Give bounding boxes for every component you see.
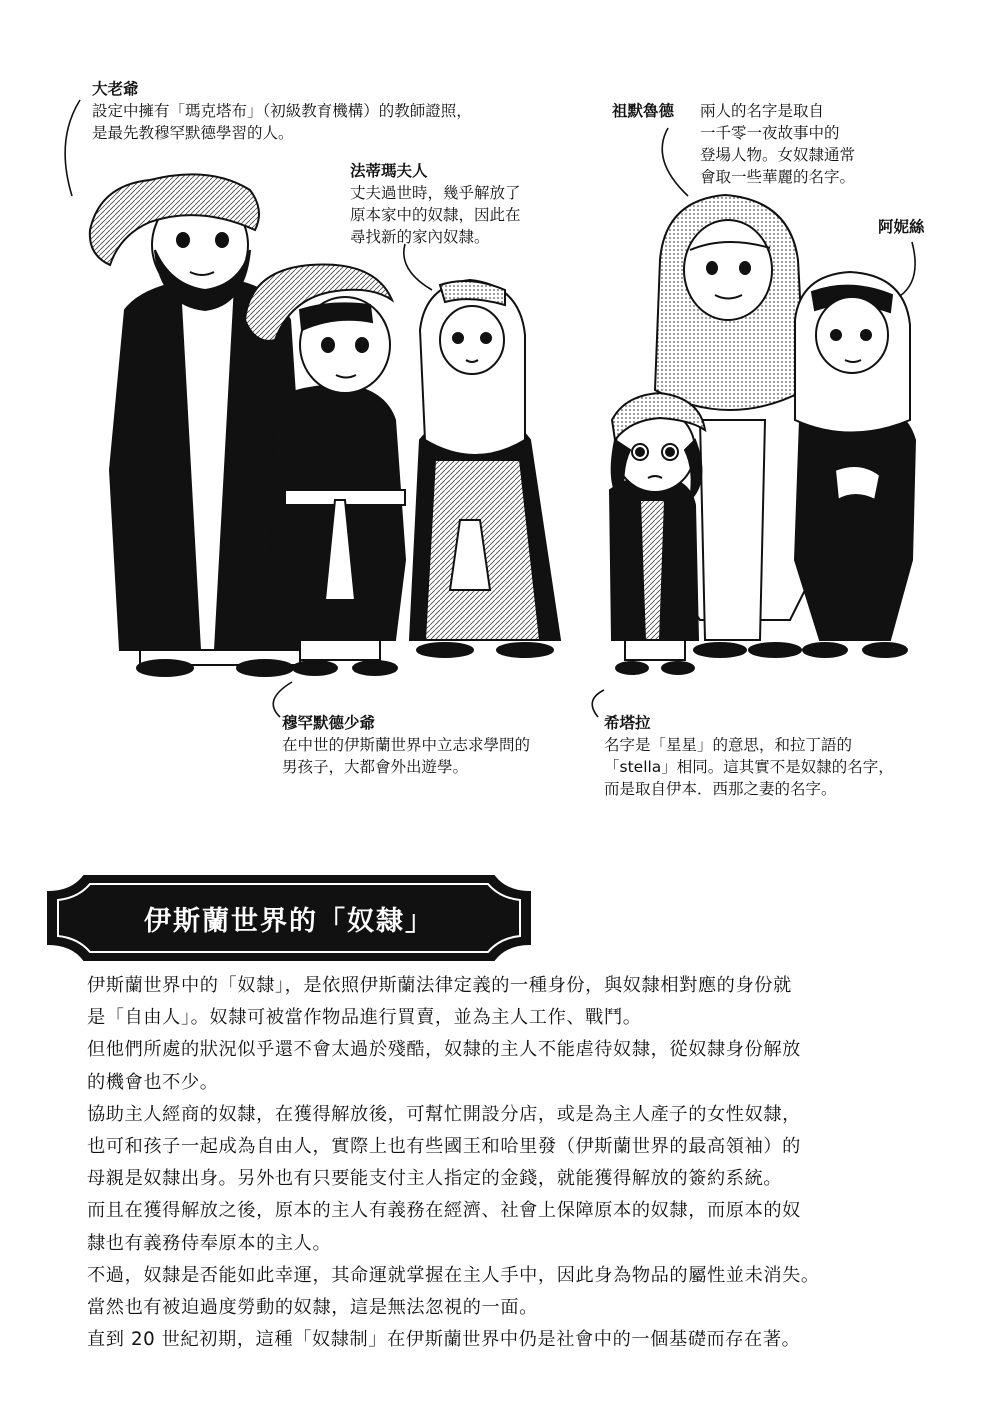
caption-muhammad-line-1: 在中世的伊斯蘭世界中立志求學問的 (282, 736, 531, 754)
body-line-3: 但他們所處的狀況似乎還不會太過於殘酷，奴隸的主人不能虐待奴隸，從奴隸身份解放 (87, 1039, 801, 1061)
caption-sitara (604, 712, 894, 800)
caption-elder-name: 大老爺 (92, 80, 139, 98)
fatima-figure (410, 280, 560, 657)
body-line-6: 也可和孩子一起成為自由人，實際上也有些國王和哈里發（伊斯蘭世界的最高領袖）的 (87, 1136, 801, 1158)
caption-fatima (350, 160, 521, 248)
caption-muhammad-line-2: 男孩子，大都會外出遊學。 (282, 758, 469, 776)
leader-elder (65, 100, 80, 196)
body-line-10: 不過，奴隸是否能如此幸運，其命運就掌握在主人手中，因此身為物品的屬性並未消失。 (87, 1264, 820, 1286)
caption-fatima-line-1: 丈夫過世時，幾乎解放了 (350, 184, 521, 202)
body-line-9: 隸也有義務侍奉原本的主人。 (87, 1232, 332, 1254)
sitara-figure (610, 393, 705, 674)
caption-fatima-line-2: 原本家中的奴隸，因此在 (350, 206, 521, 224)
caption-sitara-line-2: 「stella」相同。這其實不是奴隸的名字， (604, 758, 894, 776)
body-line-1: 伊斯蘭世界中的「奴隸」，是依照伊斯蘭法律定義的一種身份，與奴隸相對應的身份就 (87, 975, 792, 996)
section-title: 伊斯蘭世界的「奴隸」 (144, 905, 434, 937)
body-text (87, 970, 927, 1356)
caption-zumurrud (700, 100, 855, 188)
leader-anis (900, 242, 915, 296)
caption-fatima-line-3: 尋找新的家內奴隸。 (350, 228, 490, 246)
caption-sitara-line-3: 而是取自伊本．西那之妻的名字。 (604, 780, 837, 798)
caption-sitara-line-1: 名字是「星星」的意思，和拉丁語的 (604, 736, 853, 754)
section-banner (44, 872, 534, 964)
body-line-7: 母親是奴隸出身。另外也有只要能支付主人指定的金錢，就能獲得解放的簽約系統。 (87, 1168, 783, 1190)
caption-zumurrud-name: 祖默魯德 (612, 102, 675, 120)
caption-zumurrud-line-1: 兩人的名字是取自 (700, 102, 825, 120)
leader-zumurrud (662, 128, 688, 196)
body-line-11: 當然也有被迫過度勞動的奴隸，這是無法忽視的一面。 (87, 1297, 538, 1319)
body-line-2: 是「自由人」。奴隸可被當作物品進行買賣，並為主人工作、戰鬥。 (87, 1007, 642, 1029)
caption-muhammad-name: 穆罕默德少爺 (282, 714, 376, 732)
leader-fatima (404, 244, 432, 290)
caption-fatima-name: 法蒂瑪夫人 (350, 162, 428, 180)
elder-figure (90, 174, 305, 676)
leader-sitara (592, 690, 604, 717)
caption-zumurrud-line-2: 一千零一夜故事中的 (700, 124, 840, 142)
caption-anis (878, 216, 925, 238)
caption-sitara-name: 希塔拉 (604, 714, 651, 732)
caption-elder-line-1: 設定中擁有「瑪克塔布」（初級教育機構）的教師證照， (92, 102, 472, 120)
body-line-12: 直到 20 世紀初期，這種「奴隸制」在伊斯蘭世界中仍是社會中的一個基礎而存在著。 (87, 1329, 801, 1351)
anis-figure (795, 272, 915, 657)
caption-zumurrud-line-4: 會取一些華麗的名字。 (700, 168, 856, 186)
caption-zumurrud-line-3: 登場人物。女奴隸通常 (700, 146, 856, 164)
caption-elder-line-2: 是最先教穆罕默德學習的人。 (92, 124, 294, 142)
caption-zumurrud-name-block (612, 100, 674, 122)
body-line-4: 的機會也不少。 (87, 1071, 219, 1093)
caption-muhammad (282, 712, 530, 778)
body-line-5: 協助主人經商的奴隸，在獲得解放後，可幫忙開設分店，或是為主人產子的女性奴隸， (87, 1103, 801, 1125)
caption-elder (92, 78, 472, 144)
body-line-8: 而且在獲得解放之後，原本的主人有義務在經濟、社會上保障原本的奴隸，而原本的奴 (87, 1200, 801, 1222)
caption-anis-name: 阿妮絲 (878, 218, 925, 236)
